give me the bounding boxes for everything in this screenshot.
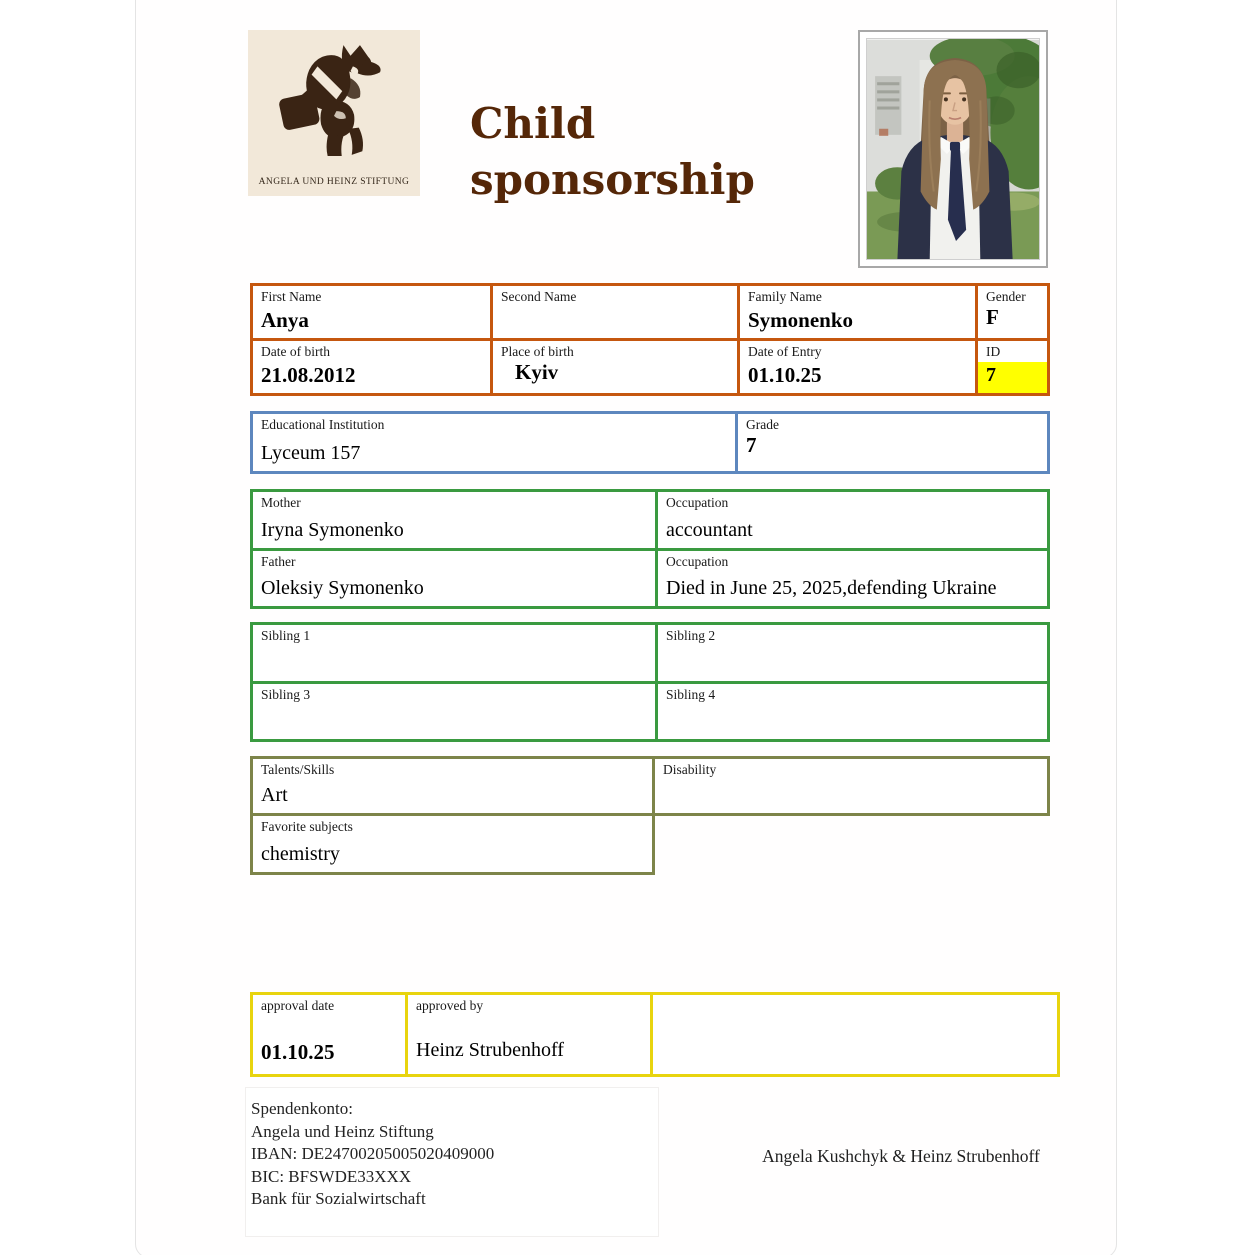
grade-field — [738, 414, 1047, 471]
approval-date-field — [253, 995, 405, 1074]
mother-occupation-field — [658, 492, 1047, 548]
father-label: Father — [261, 553, 296, 569]
bank-line-bank-name: Bank für Sozialwirtschaft — [251, 1189, 426, 1209]
child-photo — [866, 38, 1040, 260]
father-occupation-label: Occupation — [666, 553, 729, 569]
child-photo-frame — [858, 30, 1048, 268]
approval-date-label: approval date — [261, 998, 335, 1013]
mother-field — [253, 492, 655, 548]
date-of-birth-label: Date of birth — [261, 344, 330, 359]
page-title — [470, 96, 755, 208]
first-name-label: First Name — [261, 289, 322, 304]
place-of-birth-field — [493, 341, 737, 393]
education-table — [250, 411, 1050, 474]
logo-caption: ANGELA UND HEINZ STIFTUNG — [258, 177, 410, 187]
page-title-line2: sponsorship — [470, 155, 755, 204]
favorite-subjects-value: chemistry — [261, 843, 340, 865]
sibling-1-value — [261, 675, 649, 677]
gender-value: F — [986, 305, 999, 329]
bank-line-foundation: Angela und Heinz Stiftung — [251, 1121, 434, 1141]
sibling-4-label: Sibling 4 — [666, 686, 716, 702]
date-of-birth-value: 21.08.2012 — [261, 362, 356, 387]
family-name-value: Symonenko — [748, 307, 854, 332]
sibling-4-value — [666, 733, 1041, 735]
father-field — [253, 551, 655, 607]
favorite-subjects-field — [250, 813, 655, 875]
family-name-label: Family Name — [748, 289, 822, 304]
talents-skills-label: Talents/Skills — [261, 762, 335, 777]
date-of-entry-field — [740, 341, 975, 393]
mother-label: Mother — [261, 495, 301, 510]
grade-value: 7 — [746, 433, 757, 457]
sibling-1-field — [253, 625, 655, 681]
father-occupation-value: Died in June 25, 2025,defending Ukraine — [666, 577, 997, 599]
sibling-4-field — [658, 684, 1047, 740]
approved-by-field — [408, 995, 650, 1074]
favorite-subjects-label: Favorite subjects — [261, 819, 353, 834]
talents-skills-value: Art — [261, 784, 288, 806]
fox-with-briefcase-logo-icon — [274, 38, 394, 156]
founders-signature: Angela Kushchyk & Heinz Strubenhoff — [762, 1146, 1040, 1166]
educational-institution-field — [253, 414, 735, 471]
second-name-value — [501, 332, 731, 334]
id-field — [978, 341, 1047, 393]
sibling-3-label: Sibling 3 — [261, 686, 311, 702]
date-of-entry-label: Date of Entry — [748, 344, 822, 359]
foundation-logo — [248, 30, 420, 196]
page-title-line1: Child — [470, 99, 596, 148]
disability-field — [652, 756, 1050, 816]
first-name-value: Anya — [261, 307, 309, 332]
sibling-2-field — [658, 625, 1047, 681]
father-occupation-field — [658, 551, 1047, 607]
educational-institution-label: Educational Institution — [261, 417, 385, 432]
siblings-table — [250, 622, 1050, 742]
approved-by-label: approved by — [416, 998, 484, 1013]
approval-date-value: 01.10.25 — [261, 1039, 335, 1064]
disability-label: Disability — [663, 762, 717, 777]
id-value: 7 — [978, 362, 1047, 393]
sibling-2-label: Sibling 2 — [666, 628, 716, 643]
father-value: Oleksiy Symonenko — [261, 577, 424, 599]
sibling-2-value — [666, 675, 1041, 677]
approval-remarks-field — [653, 995, 1057, 1074]
mother-value: Iryna Symonenko — [261, 518, 404, 541]
parents-table — [250, 489, 1050, 609]
talents-skills-field — [250, 756, 655, 816]
personal-info-table — [250, 283, 1050, 396]
family-name-field — [740, 286, 975, 338]
approval-table — [250, 992, 1060, 1077]
second-name-field — [493, 286, 737, 338]
bank-line-bic: BIC: BFSWDE33XXX — [251, 1166, 412, 1186]
bank-details-panel — [246, 1088, 658, 1236]
second-name-label: Second Name — [501, 289, 577, 304]
sibling-3-field — [253, 684, 655, 740]
sibling-1-label: Sibling 1 — [261, 628, 311, 643]
place-of-birth-value: Kyiv — [515, 360, 559, 384]
bank-line-iban: IBAN: DE24700205005020409000 — [251, 1144, 495, 1164]
place-of-birth-label: Place of birth — [501, 344, 574, 359]
date-of-entry-value: 01.10.25 — [748, 362, 822, 387]
gender-field — [978, 286, 1047, 338]
bank-line-spendenkonto: Spendenkonto: — [251, 1099, 353, 1118]
educational-institution-value: Lyceum 157 — [261, 442, 361, 464]
date-of-birth-field — [253, 341, 490, 393]
gender-label: Gender — [986, 289, 1026, 304]
id-label: ID — [986, 344, 1001, 359]
grade-label: Grade — [746, 417, 779, 432]
mother-occupation-label: Occupation — [666, 495, 729, 510]
disability-value — [663, 807, 1041, 809]
sibling-3-value — [261, 733, 649, 735]
approved-by-value: Heinz Strubenhoff — [416, 1039, 564, 1061]
mother-occupation-value: accountant — [666, 518, 753, 541]
first-name-field — [253, 286, 490, 338]
